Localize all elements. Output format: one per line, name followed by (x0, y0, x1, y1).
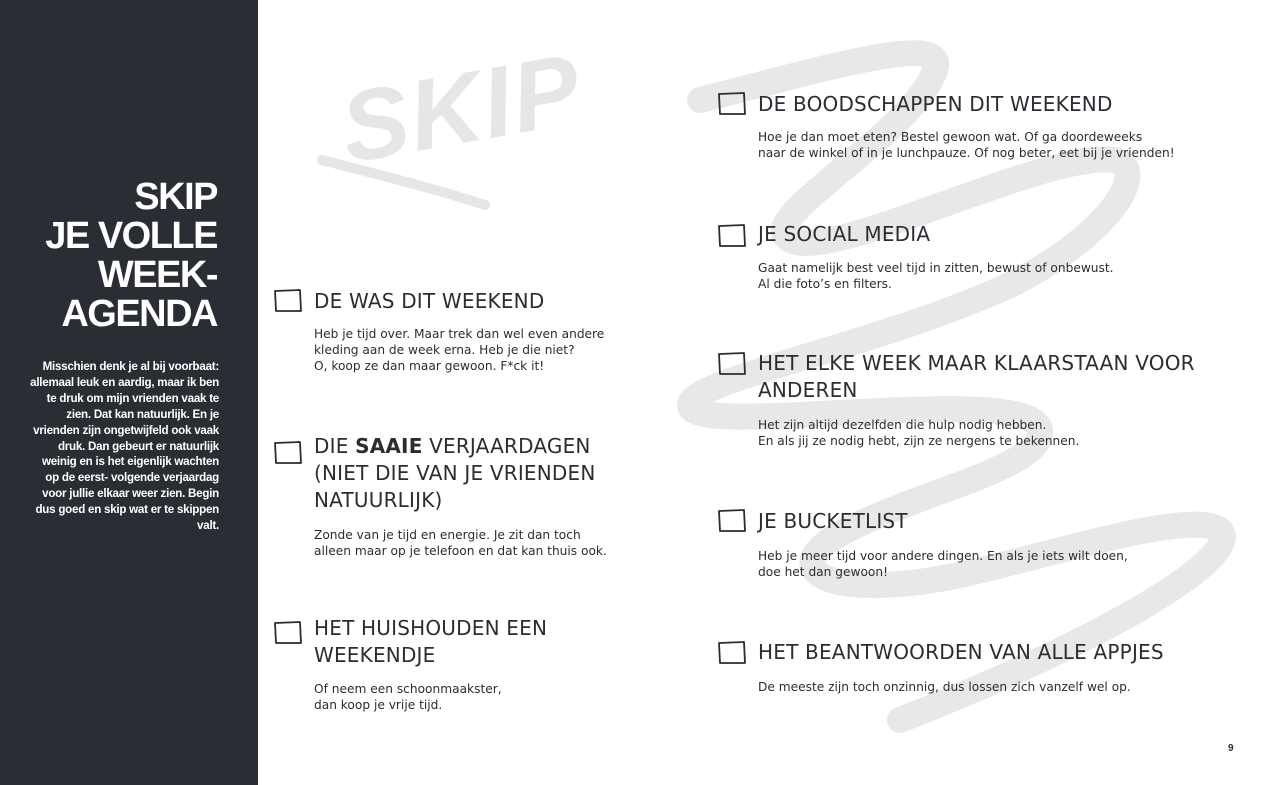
checkbox-icon[interactable] (717, 640, 747, 665)
sidebar-intro: Misschien denk je al bij voorbaat: allemaal leuk en aardig, maar ik ben te druk om mijn vrienden vaak te zien. Dat kan natuurlijk. En je vrienden zijn ongetwijfeld ook vaak druk. Dan gebeurt er natuurlijk weinig en is het eigenlijk wachten op de eerst- volgende verjaardag voor jullie elkaar weer zien. Begin dus goed en skip wat er te skippen valt. (30, 360, 219, 533)
sidebar (0, 0, 258, 785)
item-description: Het zijn altijd dezelfden die hulp nodig hebben. En als jij ze nodig hebt, zijn ze nergens te bekennen. (758, 418, 1080, 449)
checkbox-icon[interactable] (717, 508, 747, 533)
item-description: De meeste zijn toch onzinnig, dus lossen zich vanzelf wel op. (758, 680, 1131, 694)
checkbox-icon[interactable] (717, 223, 747, 248)
sidebar-title: SKIP JE VOLLE WEEK- AGENDA (45, 176, 217, 335)
checkbox-icon[interactable] (717, 351, 747, 376)
item-title: HET BEANTWOORDEN VAN ALLE APPJES (758, 640, 1164, 664)
item-description: Heb je tijd over. Maar trek dan wel even andere kleding aan de week erna. Heb je die niet? O, koop ze dan maar gewoon. F*ck it! (314, 327, 605, 374)
item-title: JE SOCIAL MEDIA (758, 222, 931, 246)
checkbox-icon[interactable] (717, 91, 747, 116)
item-title: DE BOODSCHAPPEN DIT WEEKEND (758, 92, 1113, 116)
item-description: Hoe je dan moet eten? Bestel gewoon wat. Of ga doordeweeks naar de winkel of in je lunchpauze. Of nog beter, eet bij je vrienden! (758, 130, 1175, 161)
item-title: DIE SAAIE VERJAARDAGEN (NIET DIE VAN JE VRIENDEN NATUURLIJK) (314, 434, 596, 512)
item-description: Heb je meer tijd voor andere dingen. En als je iets wilt doen, doe het dan gewoon! (758, 549, 1128, 580)
checkbox-icon[interactable] (273, 440, 303, 465)
item-title: HET ELKE WEEK MAAR KLAARSTAAN VOOR ANDEREN (758, 351, 1195, 402)
item-title: DE WAS DIT WEEKEND (314, 289, 545, 313)
item-description: Zonde van je tijd en energie. Je zit dan toch alleen maar op je telefoon en dat kan thuis ook. (314, 528, 607, 559)
item-description: Gaat namelijk best veel tijd in zitten, bewust of onbewust. Al die foto’s en filters. (758, 261, 1114, 292)
item-description: Of neem een schoonmaakster, dan koop je vrije tijd. (314, 682, 502, 713)
skip-watermark: SKIP (332, 32, 590, 185)
item-title: HET HUISHOUDEN EEN WEEKENDJE (314, 616, 548, 667)
checkbox-icon[interactable] (273, 620, 303, 645)
page-number: 9 (1228, 743, 1234, 754)
item-title: JE BUCKETLIST (758, 509, 908, 533)
checkbox-icon[interactable] (273, 288, 303, 313)
